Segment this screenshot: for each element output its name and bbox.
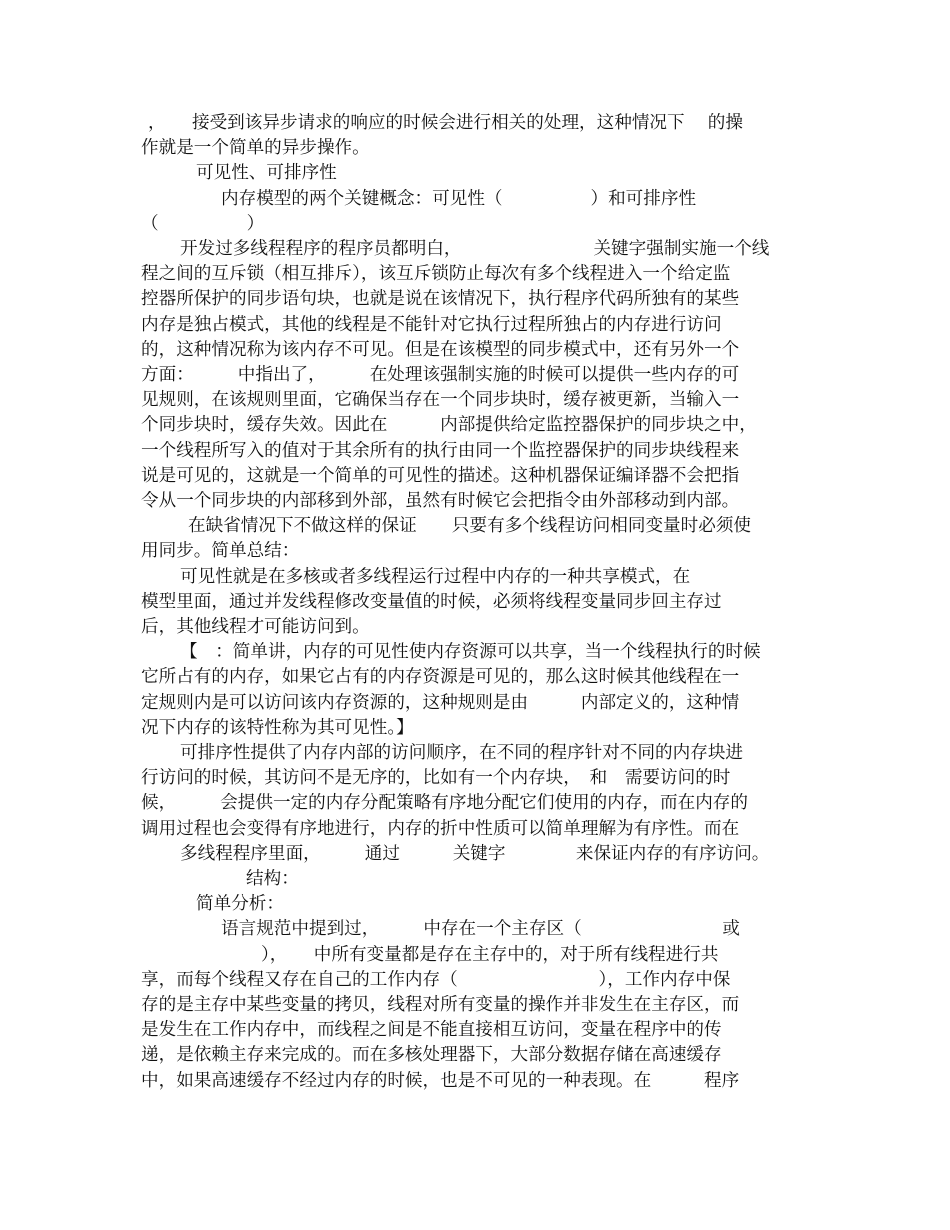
text-line: 中，如果高速缓存不经过内存的时候，也是不可见的一种表现。在 程序 [141,1071,740,1091]
text-line: 的，这种情况称为该内存不可见。但是在该模型的同步模式中，还有另外一个 [141,340,740,360]
text-line: 在缺省情况下不做这样的保证 只要有多个线程访问相同变量时必须使 [188,516,752,536]
text-line: 开发过多线程程序的程序员都明白， 关键字强制实施一个线 [180,239,770,259]
text-line: 控器所保护的同步语句块，也就是说在该情况下，执行程序代码所独有的某些 [141,289,740,309]
text-line: 个同步块时，缓存失效。因此在 内部提供给定监控器保护的同步块之中， [141,415,757,435]
text-line: 语言规范中提到过， 中存在一个主存区（ 或 [221,919,741,939]
text-line: 况下内存的该特性称为其可见性。】 [141,718,414,738]
text-line: 调用过程也会变得有序地进行，内存的折中性质可以简单理解为有序性。而在 [141,819,740,839]
text-line: 方面： 中指出了， 在处理该强制实施的时候可以提供一些内存的可 [141,365,740,385]
text-line: 模型里面，通过并发线程修改变量值的时候，必须将线程变量同步回主存过 [141,592,722,612]
text-line: 用同步。简单总结： [141,541,300,561]
text-line: 多线程程序里面， 通过 关键字 来保证内存的有序访问。 [180,844,770,864]
text-line: 可见性就是在多核或者多线程运行过程中内存的一种共享模式，在 [180,567,691,587]
section-heading: 简单分析： [196,894,284,914]
text-line: 候， 会提供一定的内存分配策略有序地分配它们使用的内存，而在内存的 [141,793,748,813]
text-line: 后，其他线程才可能访问到。 [141,617,370,637]
text-line: 它所占有的内存，如果它占有的内存资源是可见的，那么这时候其他线程在一 [141,667,740,687]
section-heading: 可见性、可排序性 [196,163,337,183]
text-line: 行访问的时候，其访问不是无序的，比如有一个内存块， 和 需要访问的时 [141,768,731,788]
text-line: 享，而每个线程又存在自己的工作内存（ ），工作内存中保 [141,970,731,990]
text-line: 递，是依赖主存来完成的。而在多核处理器下，大部分数据存储在高速缓存 [141,1045,722,1065]
text-line: 令从一个同步块的内部移到外部，虽然有时候它会把指令由外部移动到内部。 [141,491,740,511]
text-line: ）， 中所有变量都是存在主存中的，对于所有线程进行共 [261,945,719,965]
text-line: 一个线程所写入的值对于其余所有的执行由同一个监控器保护的同步块线程来 [141,441,740,461]
text-line: 说是可见的，这就是一个简单的可见性的描述。这种机器保证编译器不会把指 [141,466,740,486]
text-line: 定规则内是可以访问该内存资源的，这种规则是由 内部定义的，这种情 [141,693,740,713]
section-heading: 结构： [246,869,299,889]
text-line: 【 ：简单讲，内存的可见性使内存资源可以共享，当一个线程执行的时候 [180,642,761,662]
text-line: 内存模型的两个关键概念：可见性（ ）和可排序性 [221,189,697,209]
text-line: 作就是一个简单的异步操作。 [141,138,370,158]
text-line: 是发生在工作内存中，而线程之间是不能直接相互访问，变量在程序中的传 [141,1020,722,1040]
text-line: （ ） [141,214,265,234]
text-line: 内存是独占模式，其他的线程是不能针对它执行过程所独占的内存进行访问 [141,315,722,335]
text-line: ， 接受到该异步请求的响应的时候会进行相关的处理，这种情况下 的操 [148,113,743,133]
text-line: 程之间的互斥锁（相互排斥），该互斥锁防止每次有多个线程进入一个给定监 [141,264,731,284]
text-line: 见规则，在该规则里面，它确保当存在一个同步块时，缓存被更新，当输入一 [141,390,740,410]
text-line: 存的是主存中某些变量的拷贝，线程对所有变量的操作并非发生在主存区，而 [141,995,740,1015]
text-line: 可排序性提供了内存内部的访问顺序，在不同的程序针对不同的内存块进 [180,743,744,763]
